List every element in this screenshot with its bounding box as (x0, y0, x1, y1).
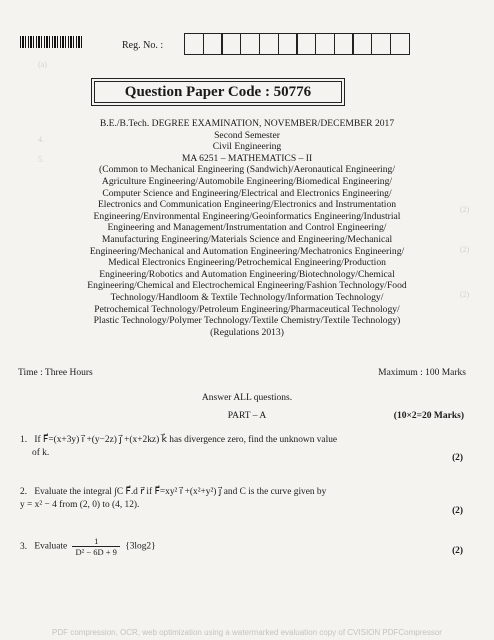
question-number: 1. (20, 435, 28, 445)
exam-line: Medical Electronics Engineering/Petrochemical Engineering/Production (108, 257, 386, 269)
exam-line: Computer Science and Engineering/Electrical and Electronics Engineering/ (102, 187, 392, 199)
bleed-through-mark: (2) (460, 205, 470, 214)
question-3 (20, 536, 420, 557)
question-text: Evaluate the integral ∫C F⃗.d r⃗ if F⃗=xy² i⃗ +(x²+y²) j⃗ and C is the curve given by (34, 487, 327, 497)
exam-line: Technology/Handloom & Textile Technology/Information Technology/ (110, 291, 384, 303)
operator-fraction (72, 536, 119, 557)
reg-no-box[interactable] (184, 33, 204, 55)
bleed-through-mark: (2) (460, 290, 470, 299)
question-text: If F⃗=(x+3y) i⃗ +(y−2z) j⃗ +(x+2kz) k⃗ has divergence zero, find the unknown value (34, 435, 338, 445)
exam-line: Civil Engineering (212, 141, 282, 153)
exam-line: MA 6251 – MATHEMATICS – II (181, 152, 313, 164)
exam-header (10, 118, 484, 338)
question-1 (20, 434, 420, 460)
question-text: Evaluate (34, 541, 68, 552)
bleed-through-mark: 5. (38, 155, 44, 164)
barcode (20, 36, 82, 48)
exam-line: Agriculture Engineering/Automobile Engineering/Biomedical Engineering/ (101, 175, 393, 187)
exam-line: Engineering/Environmental Engineering/Geoinformatics Engineering/Industrial (93, 210, 401, 222)
question-text-continued: of k. (32, 448, 50, 458)
reg-no-box[interactable] (371, 33, 391, 55)
exam-line: Second Semester (214, 129, 280, 141)
reg-no-box[interactable] (296, 33, 316, 55)
fraction-numerator: 1 (72, 536, 119, 547)
reg-no-box[interactable] (203, 33, 223, 55)
question-paper-code: Question Paper Code : 50776 (94, 81, 342, 103)
exam-line: B.E./B.Tech. DEGREE EXAMINATION, NOVEMBER/DECEMBER 2017 (99, 118, 395, 129)
exam-line: Engineering and Management/Instrumentation and Control Engineering/ (107, 222, 387, 234)
maximum-marks: Maximum : 100 Marks (378, 368, 466, 378)
question-number: 3. (20, 541, 28, 552)
exam-line: (Common to Mechanical Engineering (Sandwich)/Aeronautical Engineering/ (99, 164, 395, 176)
reg-no-box[interactable] (352, 33, 372, 55)
question-marks: (2) (452, 546, 463, 556)
question-2 (20, 486, 420, 512)
exam-line: Electronics and Communication Engineering/Electronics and Instrumentation (97, 199, 397, 211)
watermark-footer: PDF compression, OCR, web optimization using a watermarked evaluation copy of CVISION PDFCompressor (52, 628, 442, 637)
reg-no-box[interactable] (334, 33, 354, 55)
reg-no-box[interactable] (240, 33, 260, 55)
answer-all-instruction: Answer ALL questions. (201, 393, 293, 403)
reg-no-box[interactable] (221, 33, 241, 55)
exam-line: Engineering/Chemical and Electrochemical Engineering/Fashion Technology/Food (87, 280, 407, 292)
part-a-heading: PART – A (227, 411, 267, 421)
reg-no-box[interactable] (259, 33, 279, 55)
exam-line: Petrochemical Technology/Petroleum Engineering/Pharmaceutical Technology/ (94, 303, 400, 315)
reg-no-box[interactable] (315, 33, 335, 55)
bleed-through-mark: 4. (38, 135, 44, 144)
reg-no-box[interactable] (390, 33, 410, 55)
reg-no-boxes[interactable] (184, 33, 408, 55)
part-a-marks: (10×2=20 Marks) (393, 411, 464, 421)
exam-line: Plastic Technology/Polymer Technology/Textile Chemistry/Textile Technology) (93, 315, 401, 327)
bleed-through-mark: (2) (460, 245, 470, 254)
exam-duration: Time : Three Hours (18, 368, 93, 378)
exam-line: Engineering/Robotics and Automation Engineering/Biotechnology/Chemical (99, 268, 395, 280)
question-number: 2. (20, 487, 28, 497)
exam-line: Manufacturing Engineering/Materials Science and Engineering/Mechanical (101, 233, 393, 245)
question-text-continued: y = x² − 4 from (2, 0) to (4, 12). (20, 500, 140, 510)
exam-line: (Regulations 2013) (210, 326, 284, 338)
fraction-denominator: D² − 6D + 9 (75, 547, 117, 557)
question-operand: {3log2} (125, 541, 156, 552)
question-marks: (2) (452, 506, 463, 516)
bleed-through-mark: (a) (38, 60, 47, 69)
reg-no-label: Reg. No. : (122, 40, 164, 51)
exam-line: Engineering/Mechanical and Automation Engineering/Mechatronics Engineering/ (89, 245, 405, 257)
reg-no-box[interactable] (278, 33, 298, 55)
question-marks: (2) (452, 453, 463, 463)
